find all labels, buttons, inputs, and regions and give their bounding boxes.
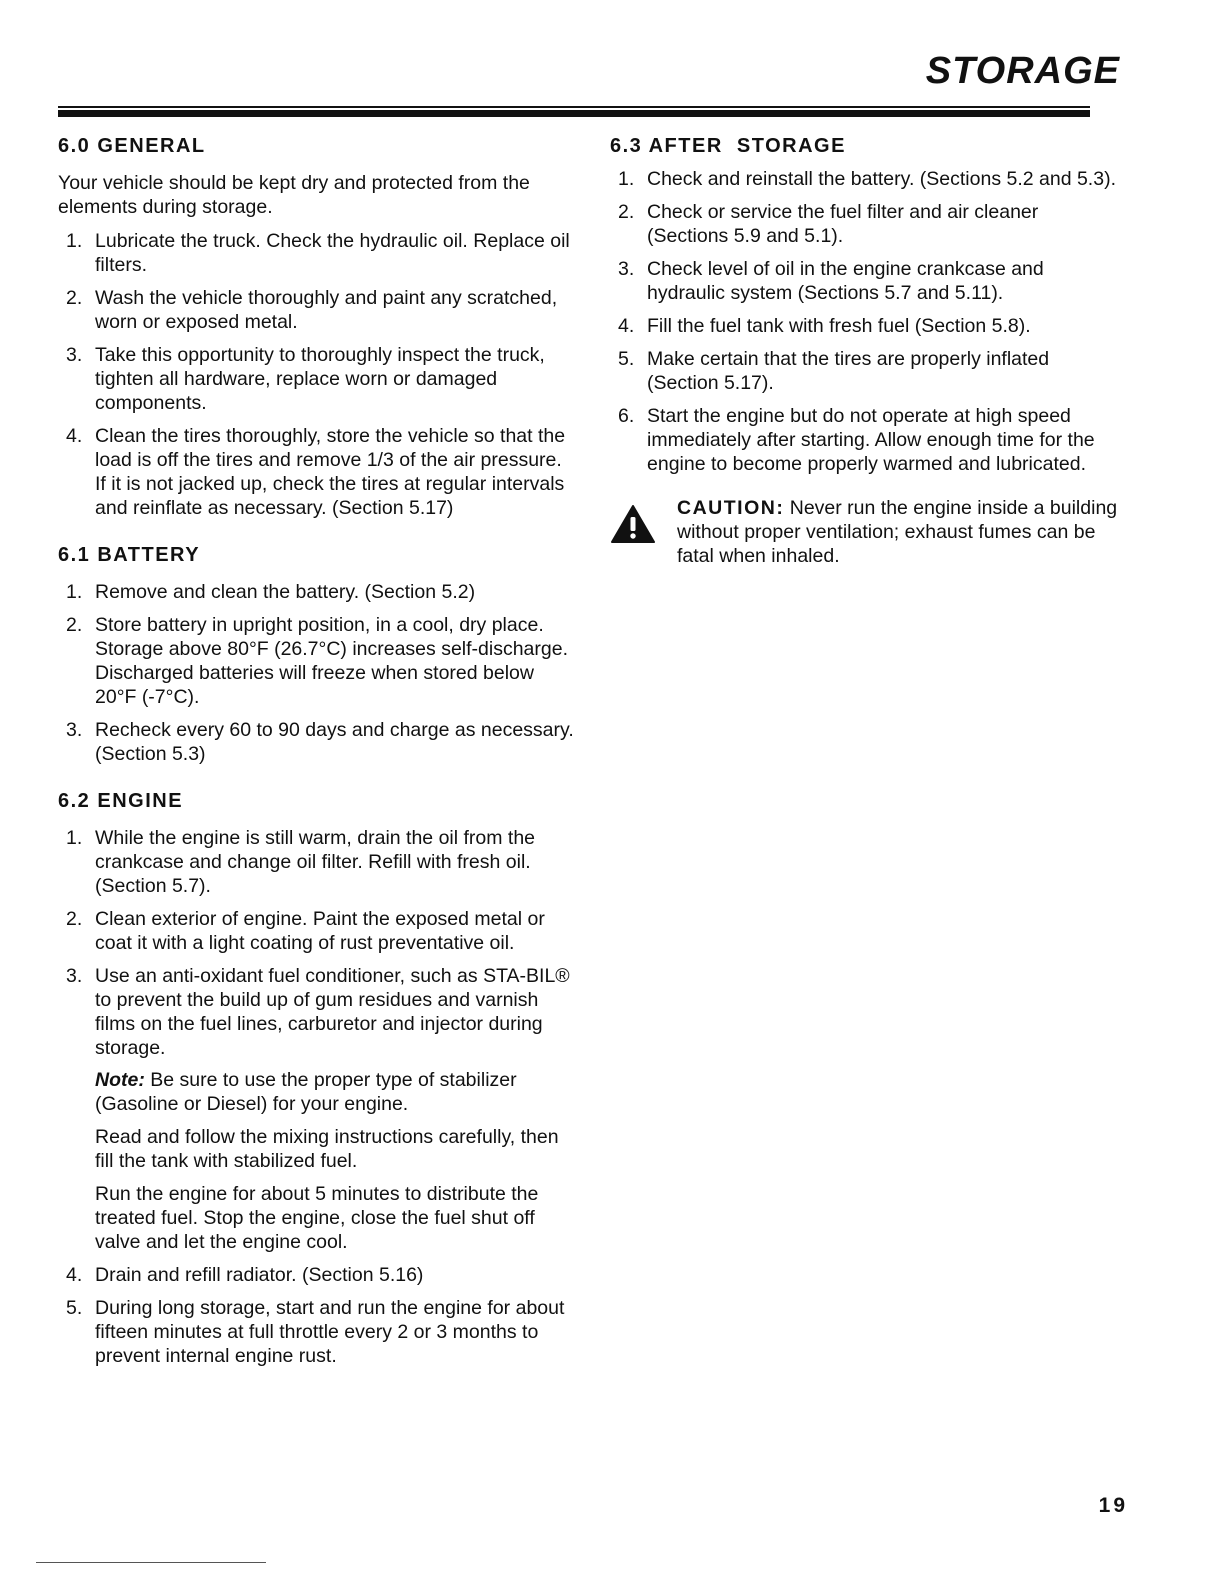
list-item-text: Wash the vehicle thoroughly and paint any scratched, worn or exposed metal. <box>95 287 558 333</box>
list-item <box>610 314 1122 338</box>
list-number: 3. <box>66 344 83 366</box>
list-item <box>610 347 1122 395</box>
list-item-text: Clean the tires thoroughly, store the vehicle so that the load is off the tires and remove 1/3 of the air pressure. If it is not jacked up, check the tires at regular intervals and reinflate as necessary. (Section 5.17) <box>95 425 566 519</box>
general-list <box>58 229 576 520</box>
page-number: 19 <box>1098 1494 1128 1517</box>
list-item <box>58 424 576 520</box>
after-storage-list <box>610 167 1122 476</box>
note-text: Be sure to use the proper type of stabilizer (Gasoline or Diesel) for your engine. <box>95 1069 517 1115</box>
section-heading-battery: 6.1 BATTERY <box>58 544 201 566</box>
engine-run-instructions: Run the engine for about 5 minutes to distribute the treated fuel. Stop the engine, close the fuel shut off valve and let the engine cool. <box>95 1183 539 1253</box>
list-item-text: Clean exterior of engine. Paint the exposed metal or coat it with a light coating of rust preventative oil. <box>95 908 545 954</box>
list-number: 4. <box>66 425 83 447</box>
list-item <box>58 826 576 898</box>
section-battery <box>58 543 576 766</box>
list-item-text: Remove and clean the battery. (Section 5.2) <box>95 581 476 603</box>
list-number: 2. <box>618 201 635 223</box>
list-item-text: Drain and refill radiator. (Section 5.16) <box>95 1264 424 1286</box>
list-item-text: Recheck every 60 to 90 days and charge as necessary. (Section 5.3) <box>95 719 574 765</box>
list-number: 1. <box>618 168 635 190</box>
engine-mixing-instructions: Read and follow the mixing instructions carefully, then fill the tank with stabilized fuel. <box>95 1126 559 1172</box>
section-heading-engine: 6.2 ENGINE <box>58 790 184 812</box>
list-item <box>610 257 1122 305</box>
warning-triangle-icon <box>610 504 656 544</box>
list-number: 6. <box>618 405 635 427</box>
list-item-text: Start the engine but do not operate at high speed immediately after starting. Allow enough time for the engine to become properly warmed and lubricated. <box>647 405 1095 475</box>
caution-label: CAUTION: <box>677 497 785 519</box>
list-number: 4. <box>66 1264 83 1286</box>
list-item <box>610 167 1122 191</box>
header-rule-thin <box>58 106 1090 108</box>
list-item-text: Store battery in upright position, in a cool, dry place. Storage above 80°F (26.7°C) increases self-discharge. Discharged batteries will freeze when stored below 20°F (-7°C). <box>95 614 568 708</box>
general-intro: Your vehicle should be kept dry and protected from the elements during storage. <box>58 172 530 218</box>
list-item-text: Lubricate the truck. Check the hydraulic oil. Replace oil filters. <box>95 230 570 276</box>
note-label: Note: <box>95 1069 145 1091</box>
list-number: 3. <box>66 719 83 741</box>
list-number: 5. <box>66 1297 83 1319</box>
list-number: 4. <box>618 315 635 337</box>
list-item-text: Check or service the fuel filter and air cleaner (Sections 5.9 and 5.1). <box>647 201 1039 247</box>
list-number: 2. <box>66 614 83 636</box>
list-item <box>58 613 576 709</box>
engine-list <box>58 826 576 1368</box>
section-after-storage <box>610 134 1122 476</box>
list-item <box>58 718 576 766</box>
caution-block <box>610 496 1122 568</box>
list-item-text: Check and reinstall the battery. (Sections 5.2 and 5.3). <box>647 168 1116 190</box>
list-item <box>58 1263 576 1287</box>
list-number: 2. <box>66 908 83 930</box>
list-number: 1. <box>66 581 83 603</box>
list-item <box>58 286 576 334</box>
list-item <box>58 229 576 277</box>
list-number: 2. <box>66 287 83 309</box>
list-item <box>58 964 576 1254</box>
list-number: 3. <box>66 965 83 987</box>
list-number: 1. <box>66 827 83 849</box>
list-number: 1. <box>66 230 83 252</box>
section-engine <box>58 789 576 1368</box>
list-item-text: Use an anti-oxidant fuel conditioner, such as STA-BIL® to prevent the build up of gum residues and varnish films on the fuel lines, carburetor and injector during storage. <box>95 965 570 1059</box>
caution-text: Never run the engine inside a building without proper ventilation; exhaust fumes can be fatal when inhaled. <box>677 497 1118 567</box>
battery-list <box>58 580 576 766</box>
list-item-text: During long storage, start and run the engine for about fifteen minutes at full throttle every 2 or 3 months to prevent internal engine rust. <box>95 1297 565 1367</box>
right-column <box>610 134 1122 568</box>
list-item <box>610 404 1122 476</box>
list-item <box>58 1296 576 1368</box>
footer-rule <box>36 1562 266 1563</box>
list-item-text: Fill the fuel tank with fresh fuel (Section 5.8). <box>647 315 1031 337</box>
list-item-text: Make certain that the tires are properly inflated (Section 5.17). <box>647 348 1050 394</box>
list-number: 3. <box>618 258 635 280</box>
engine-note <box>95 1068 576 1116</box>
section-general <box>58 134 576 520</box>
list-number: 5. <box>618 348 635 370</box>
list-item <box>58 580 576 604</box>
section-heading-general: 6.0 GENERAL <box>58 135 206 157</box>
list-item-text: While the engine is still warm, drain the oil from the crankcase and change oil filter. Refill with fresh oil. (Section 5.7). <box>95 827 536 897</box>
list-item-text: Take this opportunity to thoroughly inspect the truck, tighten all hardware, replace worn or damaged components. <box>95 344 545 414</box>
left-column <box>58 134 576 1377</box>
list-item <box>58 343 576 415</box>
page-title: STORAGE <box>925 50 1120 92</box>
header-rule-thick <box>58 110 1090 117</box>
list-item <box>610 200 1122 248</box>
list-item <box>58 907 576 955</box>
list-item-text: Check level of oil in the engine crankcase and hydraulic system (Sections 5.7 and 5.11). <box>647 258 1044 304</box>
section-heading-after-storage: 6.3 AFTER STORAGE <box>610 135 846 157</box>
